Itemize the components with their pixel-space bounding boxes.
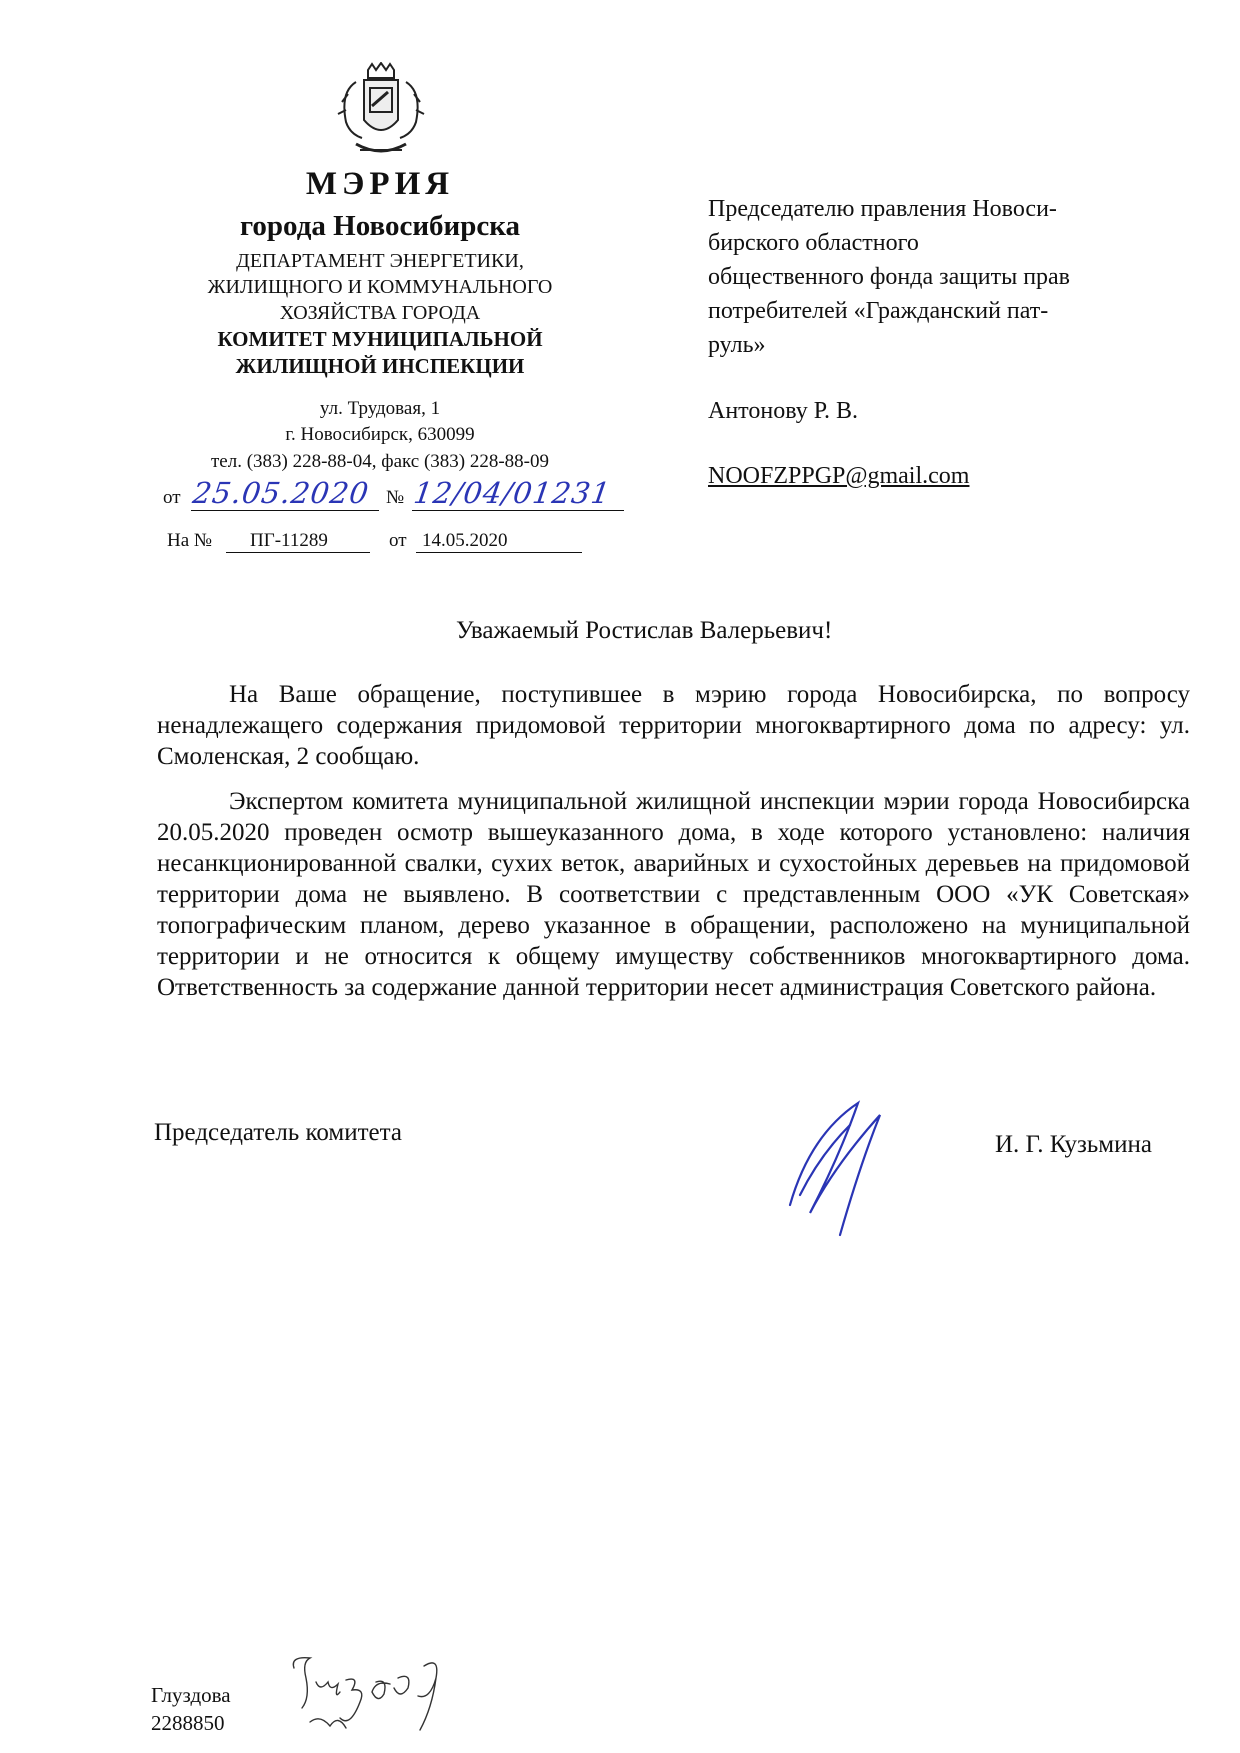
outgoing-number-label: № bbox=[386, 487, 405, 508]
committee-line: ЖИЛИЩНОЙ ИНСПЕКЦИИ bbox=[235, 354, 525, 378]
outgoing-from-label: от bbox=[163, 487, 181, 508]
executor-phone: 2288850 bbox=[151, 1711, 225, 1735]
addressee-line: потребителей «Гражданский пат- bbox=[708, 298, 1049, 324]
department-line: ХОЗЯЙСТВА ГОРОДА bbox=[279, 302, 481, 324]
incoming-ref-label: На № bbox=[167, 530, 213, 551]
incoming-from-label: от bbox=[389, 530, 407, 551]
salutation: Уважаемый Ростислав Валерьевич! bbox=[456, 617, 833, 644]
signatory-position: Председатель комитета bbox=[154, 1119, 402, 1146]
address-line: г. Новосибирск, 630099 bbox=[285, 424, 475, 445]
address-line: тел. (383) 228-88-04, факс (383) 228-88-09 bbox=[210, 451, 550, 472]
committee-line: КОМИТЕТ МУНИЦИПАЛЬНОЙ bbox=[217, 327, 543, 351]
incoming-ref-number: ПГ-11289 bbox=[250, 530, 328, 551]
department-line: ЖИЛИЩНОГО И КОММУНАЛЬНОГО bbox=[207, 276, 553, 298]
executor-name: Глуздова bbox=[151, 1683, 231, 1707]
department-line: ДЕПАРТАМЕНТ ЭНЕРГЕТИКИ, bbox=[236, 250, 524, 272]
address-line: ул. Трудовая, 1 bbox=[319, 398, 441, 419]
coat-of-arms-emblem bbox=[326, 62, 436, 162]
signature-scribble bbox=[780, 1095, 910, 1245]
letterhead-city: города Новосибирска bbox=[239, 210, 521, 242]
executor-signature bbox=[280, 1648, 470, 1743]
outgoing-date: 25.05.2020 bbox=[190, 476, 372, 510]
addressee-name: Антонову Р. В. bbox=[708, 398, 859, 424]
signatory-name: И. Г. Кузьмина bbox=[995, 1131, 1152, 1158]
letter-paragraph: Экспертом комитета муниципальной жилищной инспекции мэрии города Новосибирска 20.05.2020 проведен осмотр вышеуказанного дома, в ходе которого установлено: наличия несанкционированной свалки, сухих веток, аварийных и сухостойных деревьев на придомовой территории дома не выявлено. В соответствии с представленным ООО «УК Советская» топографическим планом, дерево указанное в обращении, расположено на муниципальной территории и не относится к общему имуществу собственников многоквартирного дома. Ответственность за содержание данной территории несет администрация Советского района. bbox=[157, 788, 1190, 1001]
incoming-date: 14.05.2020 bbox=[422, 530, 508, 551]
letterhead-title: МЭРИЯ bbox=[305, 166, 455, 202]
addressee-line: Председателю правления Новоси- bbox=[708, 196, 1057, 222]
addressee-line: руль» bbox=[708, 332, 766, 358]
outgoing-number: 12/04/01231 bbox=[411, 476, 613, 510]
letter-paragraph: На Ваше обращение, поступившее в мэрию города Новосибирска, по вопросу ненадлежащего содержания придомовой территории многоквартирного дома по адресу: ул. Смоленская, 2 сообщаю. bbox=[157, 681, 1190, 770]
addressee-line: бирского областного bbox=[708, 230, 919, 256]
addressee-email-link[interactable]: NOOFZPPGP@gmail.com bbox=[708, 463, 970, 489]
addressee-line: общественного фонда защиты прав bbox=[708, 264, 1071, 290]
